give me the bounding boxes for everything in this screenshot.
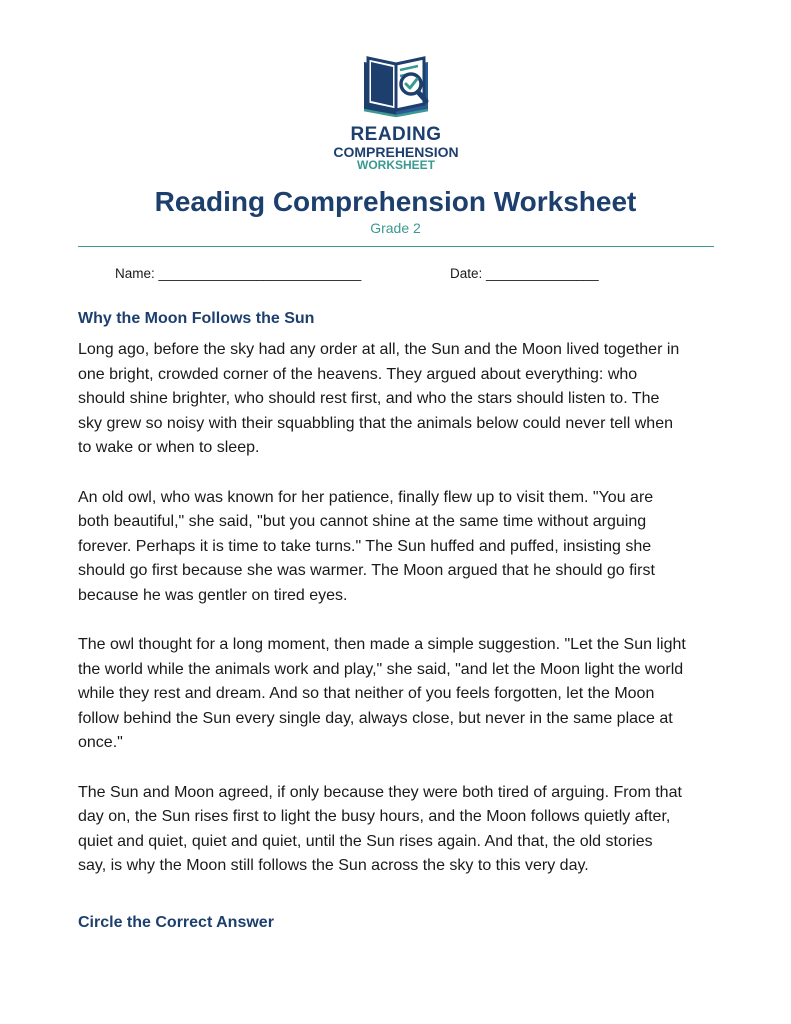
story-line: should go first because she was warmer. The Moon argued that he should go first [78,562,655,579]
story-line: one bright, crowded corner of the heavens. They argued about everything: who [78,365,638,383]
grade-label: Grade 2 [370,220,421,236]
story-line: quiet and quiet, quiet and quiet, until the Sun rises again. And that, the old stories [78,832,653,850]
story-paragraph-3 [78,633,718,756]
story-line: the world while the animals work and play," she said, "and let the Moon light the world [78,660,684,678]
book-checkmark-magnifier-icon [360,52,434,118]
story-line: Long ago, before the sky had any order at all, the Sun and the Moon lived together in [78,341,680,358]
page-title: Reading Comprehension Worksheet [154,186,637,217]
story-text [78,338,718,904]
story-line: while they rest and dream. And so that neither of you feels forgotten, let the Moon [78,685,655,702]
worksheet-logo [318,52,474,176]
logo-line-1: READING [350,124,442,145]
story-line: say, is why the Moon still follows the Sun across the sky to this very day. [78,857,589,874]
story-line: The Sun and Moon agreed, if only because they were both tired of arguing. From that [78,783,682,801]
story-line: day on, the Sun rises first to light the busy hours, and the Moon follows quietly after, [78,808,671,825]
questions-section-title: Circle the Correct Answer [78,914,274,931]
story-title: Why the Moon Follows the Sun [78,310,315,327]
story-line: The owl thought for a long moment, then made a simple suggestion. "Let the Sun light [78,636,686,653]
story-paragraph-4 [78,781,718,879]
story-line: should shine brighter, who should rest first, and who the stars should listen to. The [78,390,660,407]
header-divider [78,246,714,247]
name-field[interactable]: Name: ___________________________ [115,266,362,281]
logo-line-2: COMPREHENSION [333,144,459,160]
story-paragraph-2 [78,486,718,609]
story-line: sky grew so noisy with their squabbling that the animals below could never tell when [78,414,673,432]
story-line: An old owl, who was known for her patience, finally flew up to visit them. "You are [78,488,654,506]
story-line: to wake or when to sleep. [78,439,260,456]
story-line: forever. Perhaps it is time to take turns." The Sun huffed and puffed, insisting she [78,537,652,555]
story-line: because he was gentler on tired eyes. [78,586,348,604]
story-paragraph-1 [78,338,718,461]
date-field[interactable]: Date: _______________ [450,266,599,281]
story-line: once." [78,734,123,751]
story-line: both beautiful," she said, "but you cannot shine at the same time without arguing [78,513,647,530]
logo-line-3: WORKSHEET [357,158,435,172]
story-line: follow behind the Sun every single day, always close, but never in the same place at [78,709,673,727]
